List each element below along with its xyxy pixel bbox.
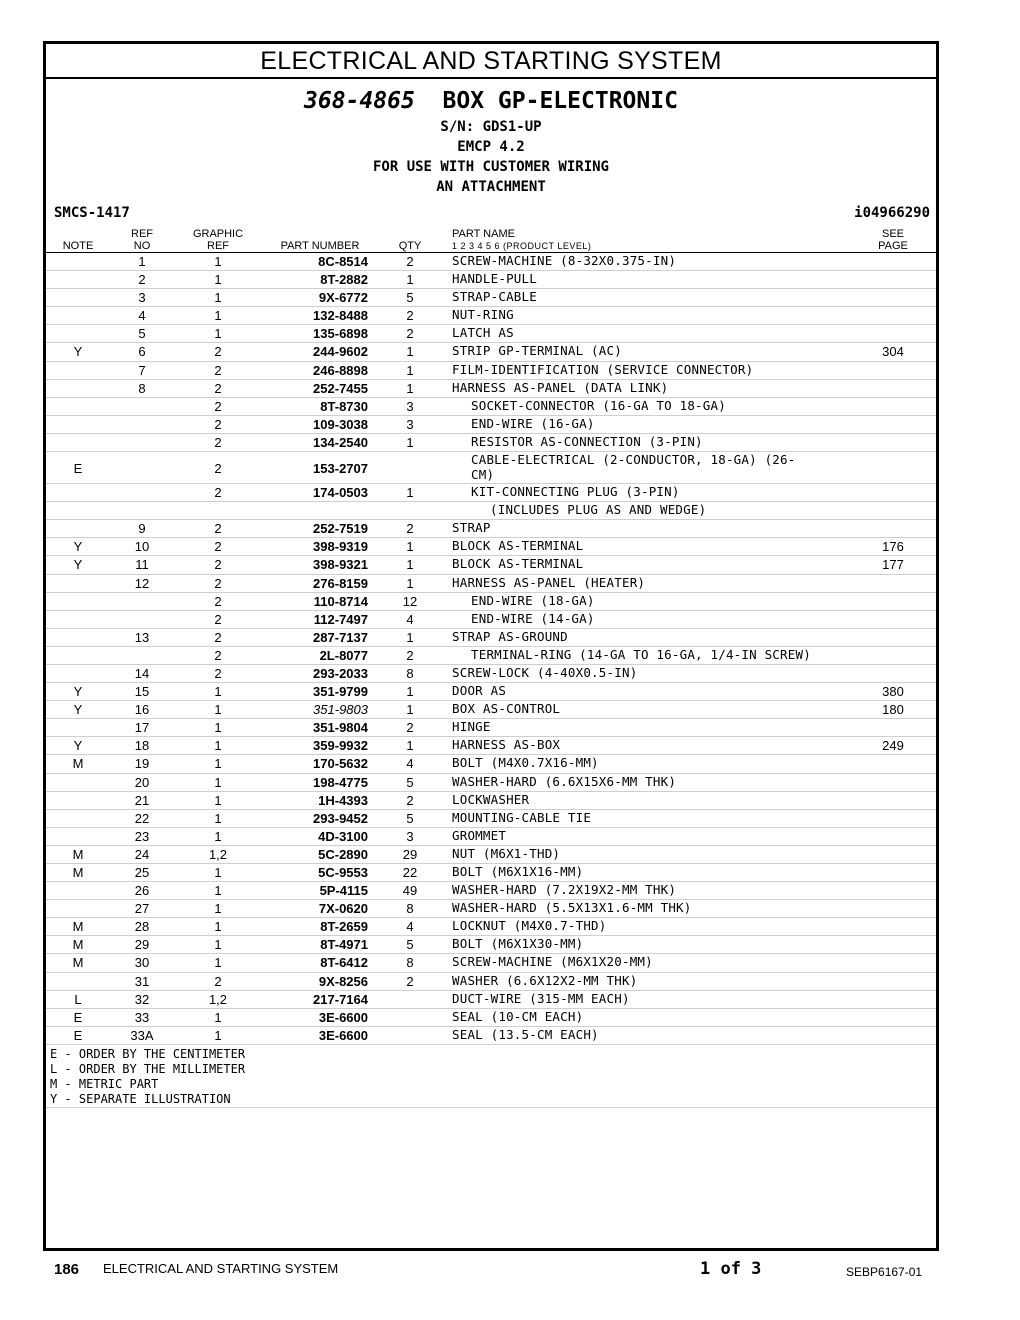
- table-row: [46, 792, 936, 810]
- row-ref-no: 21: [134, 792, 150, 808]
- table-row: [46, 973, 936, 991]
- row-qty: 2: [406, 647, 414, 663]
- row-graphic-ref: 2: [214, 398, 222, 414]
- legend-rule: [46, 1107, 936, 1108]
- footer-title: ELECTRICAL AND STARTING SYSTEM: [103, 1261, 339, 1276]
- row-part-name: HINGE: [452, 719, 491, 735]
- row-graphic-ref: 1: [214, 684, 222, 700]
- row-qty: 2: [406, 326, 414, 342]
- row-part-name: NUT-RING: [452, 307, 514, 323]
- row-qty: 2: [406, 720, 414, 736]
- row-graphic-ref: 1: [214, 937, 222, 953]
- row-qty: 1: [406, 434, 414, 450]
- row-note: M: [72, 955, 84, 971]
- footer-doc-id: SEBP6167-01: [846, 1265, 923, 1279]
- row-qty: 2: [406, 973, 414, 989]
- table-row: [46, 647, 936, 665]
- row-ref-no: 18: [134, 738, 150, 754]
- table-row: [46, 719, 936, 737]
- row-note: Y: [73, 539, 83, 555]
- row-part-name: MOUNTING-CABLE TIE: [452, 809, 592, 825]
- row-graphic-ref: 1: [214, 955, 222, 971]
- row-part-number: 170-5632: [313, 756, 368, 772]
- row-graphic-ref: 1: [214, 702, 222, 718]
- row-graphic-ref: 1: [214, 308, 222, 324]
- row-part-name: STRAP AS-GROUND: [452, 628, 568, 644]
- table-row: [46, 307, 936, 325]
- row-graphic-ref: 2: [214, 539, 222, 555]
- row-part-number: 351-9803: [313, 702, 368, 718]
- row-part-name: KIT-CONNECTING PLUG (3-PIN): [471, 484, 680, 500]
- row-graphic-ref: 2: [214, 629, 222, 645]
- row-qty: 12: [402, 593, 418, 609]
- table-row: [46, 593, 936, 611]
- row-ref-no: 9: [138, 521, 146, 537]
- row-graphic-ref: 1: [214, 919, 222, 935]
- row-part-name: LOCKNUT (M4X0.7-THD): [452, 918, 607, 934]
- group-attachment: AN ATTACHMENT: [436, 179, 546, 195]
- row-qty: 1: [406, 738, 414, 754]
- row-ref-no: 4: [138, 308, 146, 324]
- row-part-name: BOX AS-CONTROL: [452, 701, 561, 717]
- row-graphic-ref: 1: [214, 254, 222, 269]
- row-qty: 2: [406, 521, 414, 537]
- row-note: M: [72, 865, 84, 880]
- row-qty: 1: [406, 702, 414, 718]
- row-part-number: 112-7497: [313, 611, 368, 627]
- row-graphic-ref: 1: [214, 720, 222, 736]
- row-note: M: [72, 756, 84, 772]
- table-row: [46, 575, 936, 593]
- col-part-number: PART NUMBER: [280, 240, 360, 252]
- table-row: [46, 665, 936, 683]
- row-part-name: HANDLE-PULL: [452, 271, 537, 287]
- row-graphic-ref: 1: [214, 1009, 222, 1025]
- row-ref-no: 23: [134, 828, 150, 844]
- row-graphic-ref: 1: [214, 738, 222, 754]
- row-part-name: BOLT (M6X1X30-MM): [452, 936, 584, 952]
- row-part-name: BLOCK AS-TERMINAL: [452, 556, 584, 572]
- row-graphic-ref: 1: [214, 901, 222, 917]
- row-part-name: (INCLUDES PLUG AS AND WEDGE): [490, 502, 707, 518]
- row-part-number: 1H-4393: [318, 792, 368, 808]
- row-part-name: NUT (M6X1-THD): [452, 845, 561, 861]
- table-row: [46, 991, 936, 1009]
- row-note: E: [73, 461, 83, 477]
- row-ref-no: 26: [134, 883, 150, 899]
- row-qty: 1: [406, 557, 414, 573]
- row-ref-no: 25: [134, 865, 150, 880]
- product-level-label: 1 2 3 4 5 6 (PRODUCT LEVEL): [452, 241, 592, 251]
- table-row: [46, 954, 936, 972]
- row-part-name: SCREW-MACHINE (8-32X0.375-IN): [452, 253, 677, 268]
- row-part-number: 276-8159: [313, 575, 368, 591]
- parts-table: [46, 253, 936, 1045]
- row-part-number: 134-2540: [313, 434, 368, 450]
- footer-page-number: 186: [54, 1261, 80, 1278]
- serial-number: S/N: GDS1-UP: [440, 119, 542, 135]
- row-qty: 49: [402, 883, 418, 899]
- row-part-name: STRAP-CABLE: [452, 289, 537, 305]
- row-graphic-ref: 1: [214, 756, 222, 772]
- row-qty: 29: [402, 846, 418, 862]
- row-graphic-ref: 1: [214, 1027, 222, 1043]
- row-part-number: 8T-2659: [320, 919, 368, 935]
- row-graphic-ref: 1,2: [208, 991, 228, 1007]
- row-qty: 1: [406, 485, 414, 501]
- group-variant: EMCP 4.2: [457, 139, 525, 155]
- row-graphic-ref: 1: [214, 792, 222, 808]
- row-part-number: 8T-4971: [320, 937, 368, 953]
- row-note: Y: [73, 738, 83, 754]
- group-heading: [46, 88, 936, 114]
- row-part-name: WASHER-HARD (5.5X13X1.6-MM THK): [452, 900, 692, 916]
- col-ref-no: REF NO: [131, 228, 153, 252]
- row-graphic-ref: 2: [214, 575, 222, 591]
- row-ref-no: 33A: [130, 1027, 154, 1043]
- row-qty: 5: [406, 937, 414, 953]
- row-part-number: 3E-6600: [318, 1009, 368, 1025]
- table-row: [46, 502, 936, 520]
- row-note: M: [72, 919, 84, 935]
- row-part-number: 252-7455: [313, 380, 368, 396]
- row-part-number: 8T-6412: [320, 955, 368, 971]
- table-row: [46, 452, 936, 484]
- row-part-number: 398-9321: [313, 557, 368, 573]
- row-part-number: 174-0503: [313, 485, 368, 501]
- row-qty: 1: [406, 684, 414, 700]
- table-row: [46, 289, 936, 307]
- row-graphic-ref: 1: [214, 810, 222, 826]
- row-qty: 1: [406, 344, 414, 360]
- row-part-number: 246-8898: [313, 362, 368, 378]
- row-part-name: SEAL (13.5-CM EACH): [452, 1026, 599, 1042]
- row-part-number: 132-8488: [313, 308, 368, 324]
- row-part-name: END-WIRE (18-GA): [471, 592, 595, 608]
- table-row: [46, 380, 936, 398]
- row-part-number: 293-9452: [313, 810, 368, 826]
- row-graphic-ref: 2: [214, 611, 222, 627]
- parts-page-frame: [43, 41, 939, 1251]
- row-graphic-ref: 1: [214, 326, 222, 342]
- row-see-page: 249: [882, 738, 904, 754]
- table-row: [46, 900, 936, 918]
- table-row: [46, 398, 936, 416]
- group-part-number: 368-4865: [304, 88, 415, 114]
- row-part-number: 351-9804: [313, 720, 368, 736]
- row-graphic-ref: 2: [214, 593, 222, 609]
- row-note: Y: [73, 684, 83, 700]
- row-graphic-ref: 2: [214, 380, 222, 396]
- table-row: [46, 416, 936, 434]
- row-part-name: LATCH AS: [452, 325, 514, 341]
- row-part-number: 359-9932: [313, 738, 368, 754]
- row-ref-no: 27: [134, 901, 150, 917]
- row-see-page: 180: [882, 702, 904, 718]
- row-part-name: END-WIRE (14-GA): [471, 610, 595, 626]
- row-part-number: 5P-4115: [319, 883, 368, 899]
- row-graphic-ref: 2: [214, 521, 222, 537]
- row-qty: 1: [406, 380, 414, 396]
- row-graphic-ref: 2: [214, 344, 222, 360]
- row-part-name: GROMMET: [452, 827, 507, 843]
- row-qty: 1: [406, 362, 414, 378]
- table-row: [46, 343, 936, 361]
- row-ref-no: 17: [134, 720, 150, 736]
- row-graphic-ref: 1: [214, 883, 222, 899]
- row-graphic-ref: 2: [214, 362, 222, 378]
- row-ref-no: 13: [134, 629, 150, 645]
- legend-item: M - METRIC PART: [50, 1077, 159, 1092]
- footer-page-of: 1 of 3: [700, 1259, 762, 1279]
- row-graphic-ref: 2: [214, 461, 222, 477]
- row-qty: 5: [406, 810, 414, 826]
- table-row: [46, 701, 936, 719]
- row-ref-no: 33: [134, 1009, 150, 1025]
- row-part-number: 293-2033: [313, 665, 368, 681]
- row-ref-no: 19: [134, 756, 150, 772]
- table-row: [46, 556, 936, 574]
- row-ref-no: 1: [138, 254, 146, 269]
- row-graphic-ref: 2: [214, 665, 222, 681]
- row-part-number: 244-9602: [313, 344, 368, 360]
- row-qty: 2: [406, 308, 414, 324]
- row-ref-no: 3: [138, 290, 146, 306]
- row-part-number: 8C-8514: [318, 254, 368, 269]
- row-note: M: [72, 846, 84, 862]
- row-part-name: DOOR AS: [452, 683, 507, 699]
- row-graphic-ref: 2: [214, 416, 222, 432]
- row-see-page: 380: [882, 684, 904, 700]
- row-part-number: 9X-6772: [318, 290, 368, 306]
- row-ref-no: 2: [138, 272, 146, 288]
- col-graphic-ref: GRAPHIC REF: [192, 228, 244, 252]
- col-note: NOTE: [62, 240, 94, 252]
- row-ref-no: 28: [134, 919, 150, 935]
- row-note: Y: [73, 344, 83, 360]
- table-row: [46, 737, 936, 755]
- illustration-id: i04966290: [854, 205, 930, 221]
- row-ref-no: 10: [134, 539, 150, 555]
- row-part-name: BOLT (M4X0.7X16-MM): [452, 755, 599, 771]
- row-part-number: 7X-0620: [318, 901, 368, 917]
- table-row: [46, 520, 936, 538]
- row-part-name: SCREW-LOCK (4-40X0.5-IN): [452, 664, 638, 680]
- row-part-number: 8T-8730: [320, 398, 368, 414]
- row-part-name: LOCKWASHER: [452, 791, 530, 807]
- row-qty: 3: [406, 828, 414, 844]
- row-qty: 5: [406, 774, 414, 790]
- row-part-name: SCREW-MACHINE (M6X1X20-MM): [452, 954, 653, 970]
- row-ref-no: 12: [134, 575, 150, 591]
- col-part-name: PART NAME 1 2 3 4 5 6 (PRODUCT LEVEL): [452, 228, 592, 251]
- row-part-number: 9X-8256: [318, 973, 368, 989]
- row-part-number: 135-6898: [313, 326, 368, 342]
- section-title: ELECTRICAL AND STARTING SYSTEM: [46, 44, 936, 79]
- group-usage: FOR USE WITH CUSTOMER WIRING: [372, 159, 609, 175]
- row-part-number: 398-9319: [313, 539, 368, 555]
- row-part-number: 153-2707: [313, 461, 368, 477]
- row-part-name: BOLT (M6X1X16-MM): [452, 864, 584, 879]
- row-part-name: BLOCK AS-TERMINAL: [452, 538, 584, 554]
- row-part-name: TERMINAL-RING (14-GA TO 16-GA, 1/4-IN SCREW): [471, 646, 811, 662]
- table-row: [46, 828, 936, 846]
- row-part-number: 198-4775: [313, 774, 368, 790]
- row-part-name: SOCKET-CONNECTOR (16-GA TO 18-GA): [471, 397, 726, 413]
- row-ref-no: 5: [138, 326, 146, 342]
- row-ref-no: 8: [138, 380, 146, 396]
- row-ref-no: 24: [134, 846, 150, 862]
- row-see-page: 176: [882, 539, 904, 555]
- row-part-number: 252-7519: [313, 521, 368, 537]
- row-graphic-ref: 1: [214, 290, 222, 306]
- row-graphic-ref: 2: [214, 647, 222, 663]
- row-part-number: 351-9799: [313, 684, 368, 700]
- row-part-name: WASHER-HARD (7.2X19X2-MM THK): [452, 882, 677, 898]
- row-qty: 1: [406, 629, 414, 645]
- table-row: [46, 774, 936, 792]
- row-qty: 5: [406, 290, 414, 306]
- table-row: [46, 810, 936, 828]
- row-qty: 1: [406, 575, 414, 591]
- row-qty: 8: [406, 665, 414, 681]
- smcs-code: SMCS-1417: [54, 205, 130, 221]
- row-note: Y: [73, 702, 83, 718]
- row-part-name: CABLE-ELECTRICAL (2-CONDUCTOR, 18-GA) (26- CM): [471, 452, 796, 483]
- notes-legend: [50, 1047, 245, 1107]
- row-ref-no: 11: [135, 557, 149, 573]
- table-row: [46, 1009, 936, 1027]
- table-row: [46, 253, 936, 271]
- row-ref-no: 15: [134, 684, 150, 700]
- row-graphic-ref: 2: [214, 434, 222, 450]
- row-qty: 4: [406, 919, 414, 935]
- row-note: L: [74, 991, 82, 1007]
- row-ref-no: 29: [134, 937, 150, 953]
- row-note: E: [73, 1027, 83, 1043]
- table-row: [46, 629, 936, 647]
- row-qty: 3: [406, 398, 414, 414]
- legend-item: L - ORDER BY THE MILLIMETER: [50, 1062, 246, 1077]
- row-graphic-ref: 1,2: [208, 846, 228, 862]
- row-part-number: 287-7137: [313, 629, 368, 645]
- row-qty: 8: [406, 901, 414, 917]
- table-row: [46, 484, 936, 502]
- row-graphic-ref: 1: [214, 272, 222, 288]
- row-note: E: [73, 1009, 83, 1025]
- row-see-page: 304: [882, 344, 904, 360]
- table-row: [46, 864, 936, 882]
- row-part-number: 109-3038: [313, 416, 368, 432]
- table-row: [46, 936, 936, 954]
- row-qty: 2: [406, 792, 414, 808]
- table-row: [46, 846, 936, 864]
- row-ref-no: 6: [138, 344, 146, 360]
- row-ref-no: 32: [134, 991, 150, 1007]
- table-row: [46, 611, 936, 629]
- row-graphic-ref: 2: [214, 557, 222, 573]
- row-qty: 4: [406, 611, 414, 627]
- row-part-name: HARNESS AS-BOX: [452, 737, 561, 753]
- row-qty: 22: [402, 865, 418, 880]
- row-part-name: DUCT-WIRE (315-MM EACH): [452, 990, 630, 1006]
- table-row: [46, 683, 936, 701]
- table-row: [46, 362, 936, 380]
- table-row: [46, 325, 936, 343]
- row-part-number: 4D-3100: [318, 828, 368, 844]
- table-row: [46, 538, 936, 556]
- row-part-number: 5C-9553: [318, 865, 368, 880]
- table-row: [46, 882, 936, 900]
- row-qty: 4: [406, 756, 414, 772]
- row-part-number: 217-7164: [313, 991, 368, 1007]
- row-part-number: 110-8714: [313, 593, 368, 609]
- row-ref-no: 30: [134, 955, 150, 971]
- row-part-name: END-WIRE (16-GA): [471, 415, 595, 431]
- row-part-name: RESISTOR AS-CONNECTION (3-PIN): [471, 433, 703, 449]
- row-see-page: 177: [882, 557, 904, 573]
- row-part-name: HARNESS AS-PANEL (HEATER): [452, 574, 646, 590]
- group-name: BOX GP-ELECTRONIC: [442, 88, 678, 114]
- row-qty: 2: [406, 254, 414, 269]
- row-ref-no: 7: [138, 362, 146, 378]
- legend-item: E - ORDER BY THE CENTIMETER: [50, 1047, 246, 1062]
- row-ref-no: 31: [134, 973, 150, 989]
- row-qty: 8: [406, 955, 414, 971]
- row-graphic-ref: 1: [214, 865, 222, 880]
- row-part-number: 2L-8077: [319, 647, 368, 663]
- row-ref-no: 16: [134, 702, 150, 718]
- row-part-name: HARNESS AS-PANEL (DATA LINK): [452, 379, 669, 395]
- row-note: Y: [73, 557, 83, 573]
- row-ref-no: 20: [134, 774, 150, 790]
- row-graphic-ref: 2: [214, 485, 222, 501]
- row-part-name: FILM-IDENTIFICATION (SERVICE CONNECTOR): [452, 361, 754, 377]
- table-row: [46, 271, 936, 289]
- row-graphic-ref: 1: [214, 774, 222, 790]
- table-row: [46, 434, 936, 452]
- col-qty: QTY: [398, 240, 422, 252]
- table-row: [46, 918, 936, 936]
- table-row: [46, 1027, 936, 1045]
- table-row: [46, 755, 936, 773]
- row-qty: 1: [406, 539, 414, 555]
- row-qty: 1: [406, 272, 414, 288]
- row-part-name: WASHER (6.6X12X2-MM THK): [452, 972, 638, 988]
- row-ref-no: 14: [134, 665, 150, 681]
- legend-item: Y - SEPARATE ILLUSTRATION: [50, 1092, 231, 1107]
- row-graphic-ref: 2: [214, 973, 222, 989]
- row-part-number: 3E-6600: [318, 1027, 368, 1043]
- row-part-name: WASHER-HARD (6.6X15X6-MM THK): [452, 773, 677, 789]
- row-part-number: 8T-2882: [320, 272, 368, 288]
- row-part-name: STRAP: [452, 520, 491, 536]
- col-see-page: SEE PAGE: [878, 228, 908, 252]
- row-graphic-ref: 1: [214, 828, 222, 844]
- row-part-number: 5C-2890: [318, 846, 368, 862]
- row-note: M: [72, 937, 84, 953]
- row-part-name: STRIP GP-TERMINAL (AC): [452, 343, 622, 359]
- row-ref-no: 22: [134, 810, 150, 826]
- row-part-name: SEAL (10-CM EACH): [452, 1008, 584, 1024]
- row-qty: 3: [406, 416, 414, 432]
